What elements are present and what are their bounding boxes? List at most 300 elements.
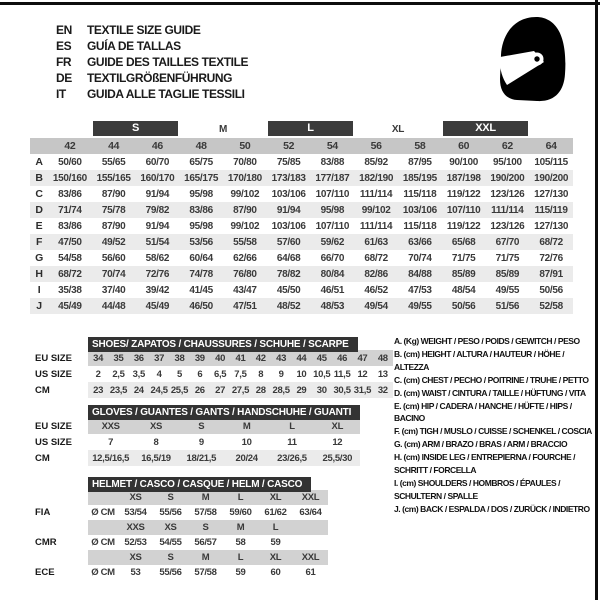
value-cell: 30 (312, 382, 332, 398)
language-code: ES (56, 39, 72, 53)
value-cell: 115/118 (403, 188, 437, 200)
value-cell: 59 (270, 537, 281, 548)
unit-label: Ø CM (91, 537, 115, 548)
size-cell: L (258, 520, 293, 535)
unit-label: Ø CM (91, 507, 115, 518)
gloves-title-row (30, 402, 360, 418)
value-cell: 67/70 (486, 234, 530, 250)
measurement-row (30, 154, 573, 170)
value-cell: 71/75 (451, 252, 476, 264)
measurement-row (30, 298, 573, 314)
measurement-row (30, 266, 573, 282)
row-label: EU SIZE (35, 420, 72, 432)
textile-size-table-region (30, 121, 573, 314)
language-title: TEXTILE SIZE GUIDE (87, 23, 201, 37)
value-cell: 173/183 (267, 170, 311, 186)
value-cell: 12,5/16,5 (88, 450, 133, 466)
value-cell: 25,5/30 (315, 450, 360, 466)
value-cell: 11,5 (333, 368, 351, 380)
value-cell: XXS (88, 418, 133, 434)
value-cell: 165/175 (179, 170, 223, 186)
value-cell: 72/76 (539, 252, 563, 264)
value-cell: 45/49 (48, 298, 92, 314)
value-cell: 34 (88, 350, 108, 366)
value-cell: 11 (287, 436, 297, 448)
value-cell: 44/48 (92, 298, 136, 314)
size-cell: XS (153, 520, 188, 535)
value-cell: 57/58 (194, 507, 217, 518)
value-cell: 127/130 (534, 220, 569, 232)
shoes-row (30, 382, 393, 398)
value-cell: 76/80 (223, 266, 267, 282)
measurement-row (30, 202, 573, 218)
value-cell: 63/66 (398, 234, 442, 250)
value-cell: 10 (296, 368, 307, 380)
legend-item: C. (cm) CHEST / PECHO / POITRINE / TRUHE / PETTO (394, 374, 589, 385)
size-cell: XS (118, 550, 153, 565)
value-cell: 48/52 (267, 298, 311, 314)
value-cell: 47/51 (223, 298, 267, 314)
value-cell: 9 (278, 368, 284, 380)
value-cell: 83/88 (320, 156, 345, 168)
label-spacer (30, 550, 88, 565)
value-cell: 87/90 (101, 220, 126, 232)
value-cell: 25,5 (169, 382, 189, 398)
value-cell: 72/76 (136, 266, 180, 282)
unit-label: Ø CM (91, 567, 115, 578)
value-cell: 95/100 (492, 156, 522, 168)
value-cell: 115/119 (529, 202, 573, 218)
value-cell: 4 (156, 368, 162, 380)
language-title: GUÍA DE TALLAS (87, 39, 181, 53)
helmet-value-row (30, 565, 328, 580)
value-cell: 107/110 (442, 202, 486, 218)
language-row (56, 38, 248, 54)
size-group-label (48, 121, 92, 138)
size-cell: XL (258, 550, 293, 565)
size-group-cell (442, 121, 530, 138)
racing-helmet-icon (492, 13, 568, 107)
size-cell: 60 (442, 138, 486, 154)
value-cell: 190/200 (486, 170, 530, 186)
value-cell: 64/68 (276, 252, 301, 264)
value-cell: 39/42 (145, 284, 170, 296)
value-cell: 85/89 (486, 266, 530, 282)
shoes-section (30, 334, 393, 398)
value-cell: 12 (357, 368, 368, 380)
row-label: CM (35, 384, 50, 396)
value-cell: 107/110 (315, 220, 350, 232)
row-letter: A (35, 156, 43, 168)
value-cell: 41 (230, 350, 250, 366)
language-row (56, 86, 248, 102)
standard-label: CMR (35, 537, 57, 548)
value-cell: 84/88 (398, 266, 442, 282)
size-cell: XL (258, 490, 293, 505)
value-cell: 60 (270, 567, 281, 578)
value-cell: 83/86 (58, 220, 82, 232)
value-cell: 103/106 (271, 220, 306, 232)
value-cell: 95/98 (189, 188, 213, 200)
measurement-row (30, 234, 573, 250)
value-cell: 51/56 (486, 298, 530, 314)
size-cell: XXL (293, 550, 328, 565)
size-cell: 54 (311, 138, 355, 154)
value-cell: 46/51 (320, 284, 345, 296)
size-cell: XXS (118, 520, 153, 535)
value-cell: 47 (352, 350, 372, 366)
value-cell: 115/118 (403, 220, 437, 232)
value-cell: 24,5 (149, 382, 169, 398)
measurement-row (30, 250, 573, 266)
language-title: TEXTILGRÖßENFÜHRUNG (87, 71, 233, 85)
value-cell: 7 (108, 436, 114, 448)
size-cell: S (153, 490, 188, 505)
value-cell: 10 (241, 436, 252, 448)
language-code: IT (56, 87, 66, 101)
size-cell: 42 (48, 138, 92, 154)
size-cell: 56 (354, 138, 398, 154)
legend-item: I. (cm) SHOULDERS / HOMBROS / ÉPAULES / SCHULTERN / SPALLE (394, 477, 561, 501)
size-cell: 52 (267, 138, 311, 154)
value-cell: 48/54 (451, 284, 476, 296)
value-cell: 51/54 (136, 234, 180, 250)
helmet-table (30, 490, 328, 580)
textile-size-table (30, 121, 573, 314)
value-cell: 3,5 (132, 368, 145, 380)
value-cell: 103/106 (398, 202, 442, 218)
shoes-title-bar: SHOES/ ZAPATOS / CHAUSSURES / SCHUHE / SCARPE (88, 337, 358, 352)
legend-item: D. (cm) WAIST / CINTURA / TAILLE / HÜFTUNG / VITA (394, 387, 586, 398)
value-cell: 18/21,5 (179, 450, 224, 466)
value-cell: 45/50 (276, 284, 301, 296)
legend-item: A. (Kg) WEIGHT / PESO / POIDS / GEWITCH / PESO (394, 336, 580, 346)
size-cell: 44 (92, 138, 136, 154)
size-cell: XXL (293, 490, 328, 505)
size-cell: 64 (529, 138, 573, 154)
value-cell: 20/24 (224, 450, 269, 466)
value-cell: 28,5 (271, 382, 291, 398)
value-cell: 44 (291, 350, 311, 366)
value-cell: 37 (149, 350, 169, 366)
value-cell: 160/170 (136, 170, 180, 186)
value-cell: 16,5/19 (133, 450, 178, 466)
value-cell: 190/200 (529, 170, 573, 186)
value-cell: 50/56 (539, 284, 563, 296)
legend-item: H. (cm) INSIDE LEG / ENTREPIERNA / FOURCHE / SCHRITT / FORCELLA (394, 452, 576, 476)
row-letter: C (35, 188, 43, 200)
label-spacer (30, 121, 48, 138)
size-cell: S (188, 520, 223, 535)
value-cell: 68/72 (529, 234, 573, 250)
language-row (56, 70, 248, 86)
value-cell: 187/198 (442, 170, 486, 186)
value-cell: 54/55 (159, 537, 182, 548)
value-cell: 90/100 (449, 156, 479, 168)
value-cell: 50/60 (58, 156, 82, 168)
measurement-row (30, 186, 573, 202)
label-spacer (30, 520, 88, 535)
helmet-title-bar: HELMET / CASCO / CASQUE / HELM / CASCO (88, 477, 311, 492)
value-cell: 31,5 (352, 382, 372, 398)
shoes-title-row (30, 334, 393, 350)
value-cell: 63/64 (299, 507, 322, 518)
value-cell: 39 (190, 350, 210, 366)
row-letter: B (30, 170, 48, 186)
value-cell: 54/58 (58, 252, 82, 264)
size-group-label: XL (354, 121, 442, 138)
value-cell: 61 (305, 567, 316, 578)
value-cell: 28 (251, 382, 271, 398)
size-group-cell (92, 121, 180, 138)
value-cell: 70/74 (408, 252, 432, 264)
size-group-cell (267, 121, 355, 138)
value-cell: 35 (108, 350, 128, 366)
language-row (56, 22, 248, 38)
value-cell: 47/50 (48, 234, 92, 250)
value-cell: L (269, 418, 314, 434)
value-cell: 91/94 (145, 188, 170, 200)
value-cell: 49/55 (398, 298, 442, 314)
row-label: EU SIZE (35, 352, 72, 364)
value-cell: XS (133, 418, 178, 434)
size-cell: 50 (223, 138, 267, 154)
standard-label: ECE (35, 567, 55, 578)
value-cell: 61/62 (264, 507, 287, 518)
standard-label: FIA (35, 507, 51, 518)
value-cell: 46/52 (364, 284, 388, 296)
value-cell: 60/70 (145, 156, 170, 168)
size-cell: M (188, 550, 223, 565)
helmet-value-row (30, 535, 328, 550)
value-cell: 111/114 (359, 220, 393, 232)
value-cell: 59 (235, 567, 246, 578)
value-cell: 82/86 (354, 266, 398, 282)
value-cell: 177/187 (311, 170, 355, 186)
value-cell: 182/190 (354, 170, 398, 186)
label-spacer (30, 138, 48, 154)
gloves-row (30, 418, 360, 434)
value-cell: 58/62 (145, 252, 170, 264)
value-cell: 45 (312, 350, 332, 366)
language-title: GUIDE DES TAILLES TEXTILE (87, 55, 249, 69)
value-cell: 105/115 (534, 156, 568, 168)
value-cell: 6,5 (213, 368, 227, 380)
value-cell: 35/38 (58, 284, 82, 296)
language-code: DE (56, 71, 72, 85)
value-cell: 38 (169, 350, 189, 366)
value-cell: 58 (235, 537, 246, 548)
value-cell: 29 (291, 382, 311, 398)
unit-spacer (88, 550, 118, 565)
value-cell: 78/82 (267, 266, 311, 282)
value-cell: 70/74 (92, 266, 136, 282)
value-cell: 23,5 (108, 382, 128, 398)
row-label: CM (35, 452, 50, 464)
value-cell: 55/56 (159, 567, 182, 578)
value-cell: 119/122 (446, 188, 481, 200)
value-cell: 52/53 (124, 537, 147, 548)
value-cell: 37/40 (101, 284, 126, 296)
value-cell: 71/74 (48, 202, 92, 218)
row-letter: D (30, 202, 48, 218)
value-cell: 55/56 (159, 507, 182, 518)
value-cell: 119/122 (446, 220, 481, 232)
value-cell: 83/86 (58, 188, 82, 200)
value-cell: 24 (129, 382, 149, 398)
row-letter: J (30, 298, 48, 314)
value-cell: 99/102 (230, 188, 260, 200)
row-letter: F (30, 234, 48, 250)
label-spacer (30, 490, 88, 505)
size-cell: 48 (179, 138, 223, 154)
value-cell: 36 (129, 350, 149, 366)
gloves-section (30, 402, 360, 466)
value-cell: XL (315, 418, 360, 434)
value-cell: M (224, 418, 269, 434)
value-cell: 8 (258, 368, 264, 380)
value-cell: 50/56 (442, 298, 486, 314)
value-cell: 53/54 (124, 507, 147, 518)
value-cell: 111/114 (486, 202, 530, 218)
value-cell: 99/102 (354, 202, 398, 218)
shoes-table (30, 350, 393, 398)
size-cell (293, 520, 328, 535)
value-cell: 80/84 (311, 266, 355, 282)
value-cell: 65/75 (189, 156, 213, 168)
value-cell: 61/63 (354, 234, 398, 250)
size-number-row (30, 138, 573, 154)
value-cell: 10,5 (313, 368, 331, 380)
value-cell: 47/53 (408, 284, 432, 296)
value-cell: 52/58 (529, 298, 573, 314)
legend-item: F. (cm) TIGH / MUSLO / CUISSE / SCHENKEL / COSCIA (394, 426, 592, 437)
right-border-line (595, 0, 598, 600)
row-letter: I (37, 284, 41, 296)
value-cell: 65/68 (442, 234, 486, 250)
value-cell: 85/92 (364, 156, 388, 168)
value-cell: 55/65 (101, 156, 126, 168)
language-code: FR (56, 55, 72, 69)
row-label: US SIZE (35, 436, 72, 448)
size-cell: M (188, 490, 223, 505)
language-title-list (56, 22, 248, 102)
value-cell: 127/130 (534, 188, 569, 200)
value-cell: 5 (176, 368, 182, 380)
size-cell: L (223, 550, 258, 565)
unit-spacer (88, 490, 118, 505)
value-cell: 70/80 (233, 156, 257, 168)
size-cell: S (153, 550, 188, 565)
value-cell: 99/102 (230, 220, 260, 232)
value-cell: 41/45 (189, 284, 213, 296)
value-cell: 27 (210, 382, 230, 398)
helmet-title-row (30, 474, 328, 490)
value-cell (293, 535, 328, 550)
helmet-section (30, 474, 328, 580)
value-cell: 87/91 (529, 266, 573, 282)
value-cell: 9 (198, 436, 204, 448)
value-cell: 46 (332, 350, 352, 366)
measurement-row (30, 218, 573, 234)
value-cell: 87/90 (101, 188, 126, 200)
value-cell: 59/60 (229, 507, 252, 518)
value-cell: 71/75 (495, 252, 520, 264)
size-cell: 46 (136, 138, 180, 154)
value-cell: 74/78 (179, 266, 223, 282)
value-cell: 7,5 (234, 368, 247, 380)
value-cell: 23 (88, 382, 108, 398)
helmet-value-row (30, 505, 328, 520)
value-cell: 155/165 (92, 170, 136, 186)
value-cell: 95/98 (189, 220, 213, 232)
legend-item: B. (cm) HEIGHT / ALTURA / HAUTEUR / HÖHE / ALTEZZA (394, 348, 565, 372)
value-cell: 62/66 (233, 252, 257, 264)
value-cell: 48 (373, 350, 393, 366)
value-cell: 49/54 (354, 298, 398, 314)
value-cell: 95/98 (311, 202, 355, 218)
value-cell: 83/86 (179, 202, 223, 218)
shoes-row (30, 366, 393, 382)
size-group-label: M (179, 121, 267, 138)
value-cell: S (179, 418, 224, 434)
value-cell: 23/26,5 (269, 450, 314, 466)
value-cell: 150/160 (48, 170, 92, 186)
value-cell: 170/180 (223, 170, 267, 186)
helmet-size-row (30, 520, 328, 535)
value-cell: 57/58 (194, 567, 217, 578)
language-code: EN (56, 23, 72, 37)
value-cell: 79/82 (136, 202, 180, 218)
row-letter: H (30, 266, 48, 282)
measurement-row (30, 282, 573, 298)
legend-item: J. (cm) BACK / ESPALDA / DOS / ZURÜCK / INDIETRO (394, 503, 590, 514)
value-cell: 111/114 (359, 188, 393, 200)
value-cell: 27,5 (230, 382, 250, 398)
size-cell: M (223, 520, 258, 535)
size-group-row (30, 121, 573, 138)
value-cell: 91/94 (267, 202, 311, 218)
value-cell: 87/95 (408, 156, 432, 168)
row-label: US SIZE (35, 368, 72, 380)
gloves-row (30, 450, 360, 466)
row-letter: G (35, 252, 43, 264)
value-cell: 56/57 (194, 537, 217, 548)
size-cell: 62 (486, 138, 530, 154)
row-letter: E (35, 220, 43, 232)
language-row (56, 54, 248, 70)
measurement-row (30, 170, 573, 186)
size-cell: L (223, 490, 258, 505)
value-cell: 75/78 (92, 202, 136, 218)
value-cell: 42 (251, 350, 271, 366)
value-cell: 75/85 (276, 156, 301, 168)
value-cell: 56/60 (101, 252, 126, 264)
size-cell: 58 (398, 138, 442, 154)
value-cell: 66/70 (320, 252, 345, 264)
value-cell: 12 (332, 436, 343, 448)
size-group-label (529, 121, 573, 138)
measurement-legend (394, 335, 594, 516)
size-group-bar: L (268, 121, 354, 136)
language-title: GUIDA ALLE TAGLIE TESSILI (87, 87, 245, 101)
size-group-bar: XXL (443, 121, 529, 136)
legend-item: E. (cm) HIP / CADERA / HANCHE / HÜFTE / HIPS / BACINO (394, 400, 572, 424)
value-cell: 2 (95, 368, 101, 380)
unit-spacer (88, 520, 118, 535)
value-cell: 53 (130, 567, 141, 578)
value-cell: 40 (210, 350, 230, 366)
